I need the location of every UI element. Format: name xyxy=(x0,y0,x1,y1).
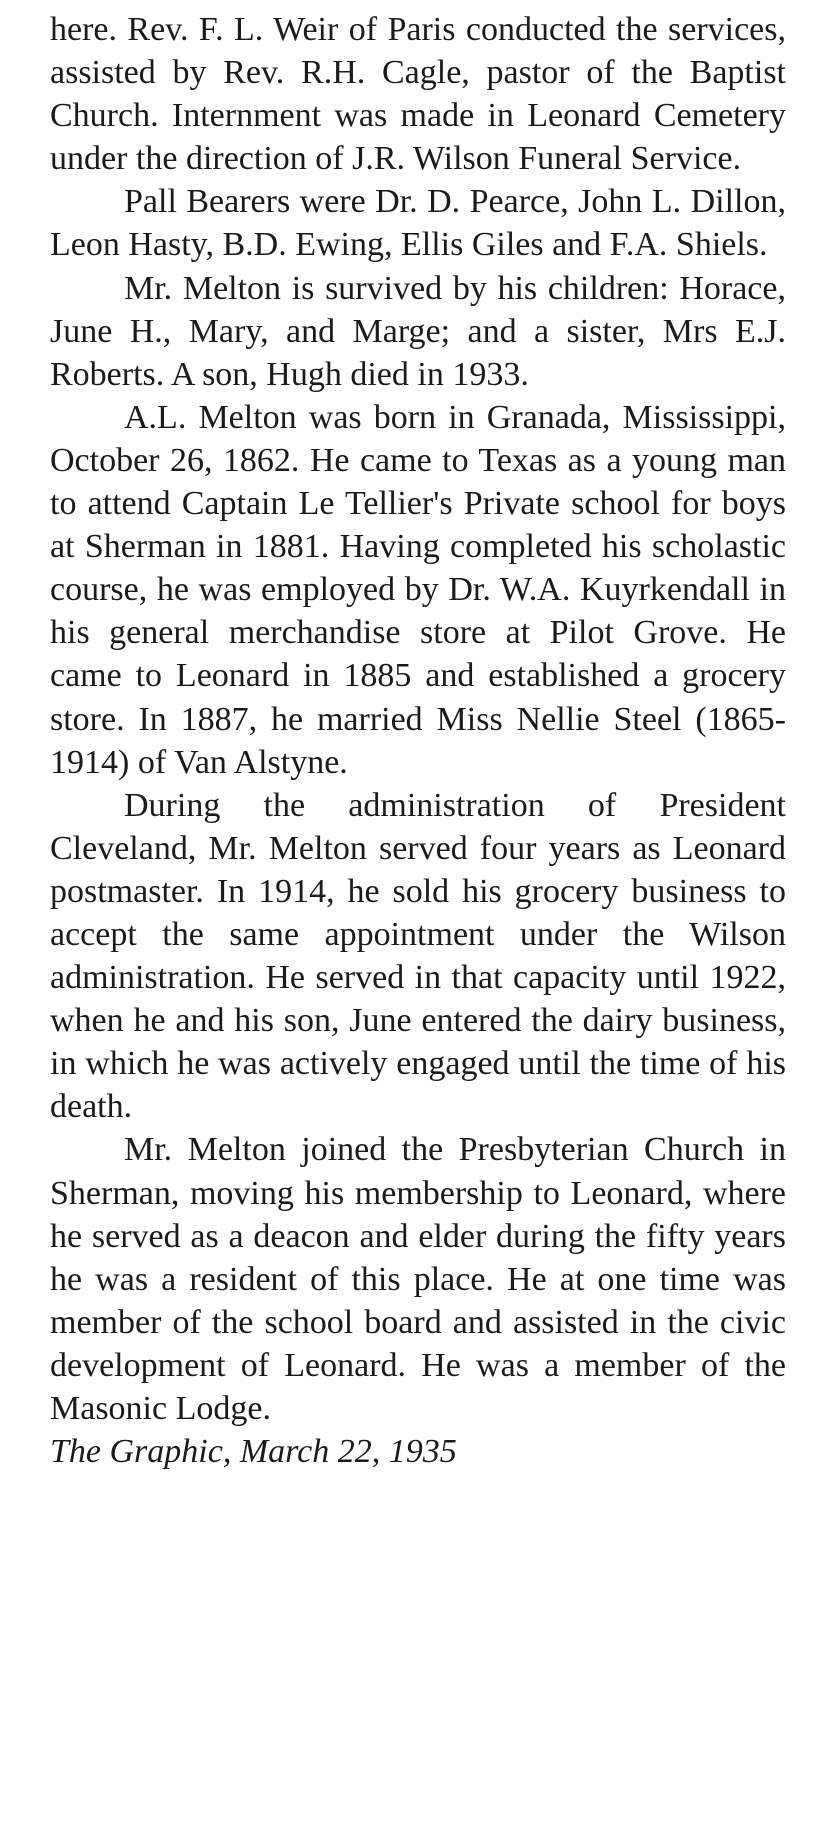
paragraph-survivors: Mr. Melton is survived by his children: Horace, June H., Mary, and Marge; and a sister, Mrs E.J. Roberts. A son, Hugh died in 1933. xyxy=(50,269,786,393)
paragraph-church-and-civic: Mr. Melton joined the Presbyterian Church in Sherman, moving his membership to Leonard, where he served as a deacon and elder during the fifty years he was a resident of this place. He at one time was member of the school board and assisted in the civic development of Leonard. He was a member of the Masonic Lodge. xyxy=(50,1131,786,1427)
source-citation: The Graphic, March 22, 1935 xyxy=(50,1433,457,1471)
paragraph-career: During the administration of President Cleveland, Mr. Melton served four years as Leonard postmaster. In 1914, he sold his grocery business to accept the same appointment under the Wilson administration. He served in that capacity until 1922, when he and his son, June entered the dairy business, in which he was actively engaged until the time of his death. xyxy=(50,786,786,1126)
paragraph-pall-bearers: Pall Bearers were Dr. D. Pearce, John L. Dillon, Leon Hasty, B.D. Ewing, Ellis Giles and F.A. Shiels. xyxy=(50,183,786,264)
paragraph-early-life: A.L. Melton was born in Granada, Mississippi, October 26, 1862. He came to Texas as a young man to attend Captain Le Tellier's Private school for boys at Sherman in 1881. Having completed his scholastic course, he was employed by Dr. W.A. Kuyrkendall in his general merchandise store at Pilot Grove. He came to Leonard in 1885 and established a grocery store. In 1887, he married Miss Nellie Steel (1865-1914) of Van Alstyne. xyxy=(50,398,786,781)
obituary-article xyxy=(50,8,786,1473)
paragraph-funeral-service: here. Rev. F. L. Weir of Paris conducted the services, assisted by Rev. R.H. Cagle, pastor of the Baptist Church. Internment was made in Leonard Cemetery under the direction of J.R. Wilson Funeral Service. xyxy=(50,11,786,178)
